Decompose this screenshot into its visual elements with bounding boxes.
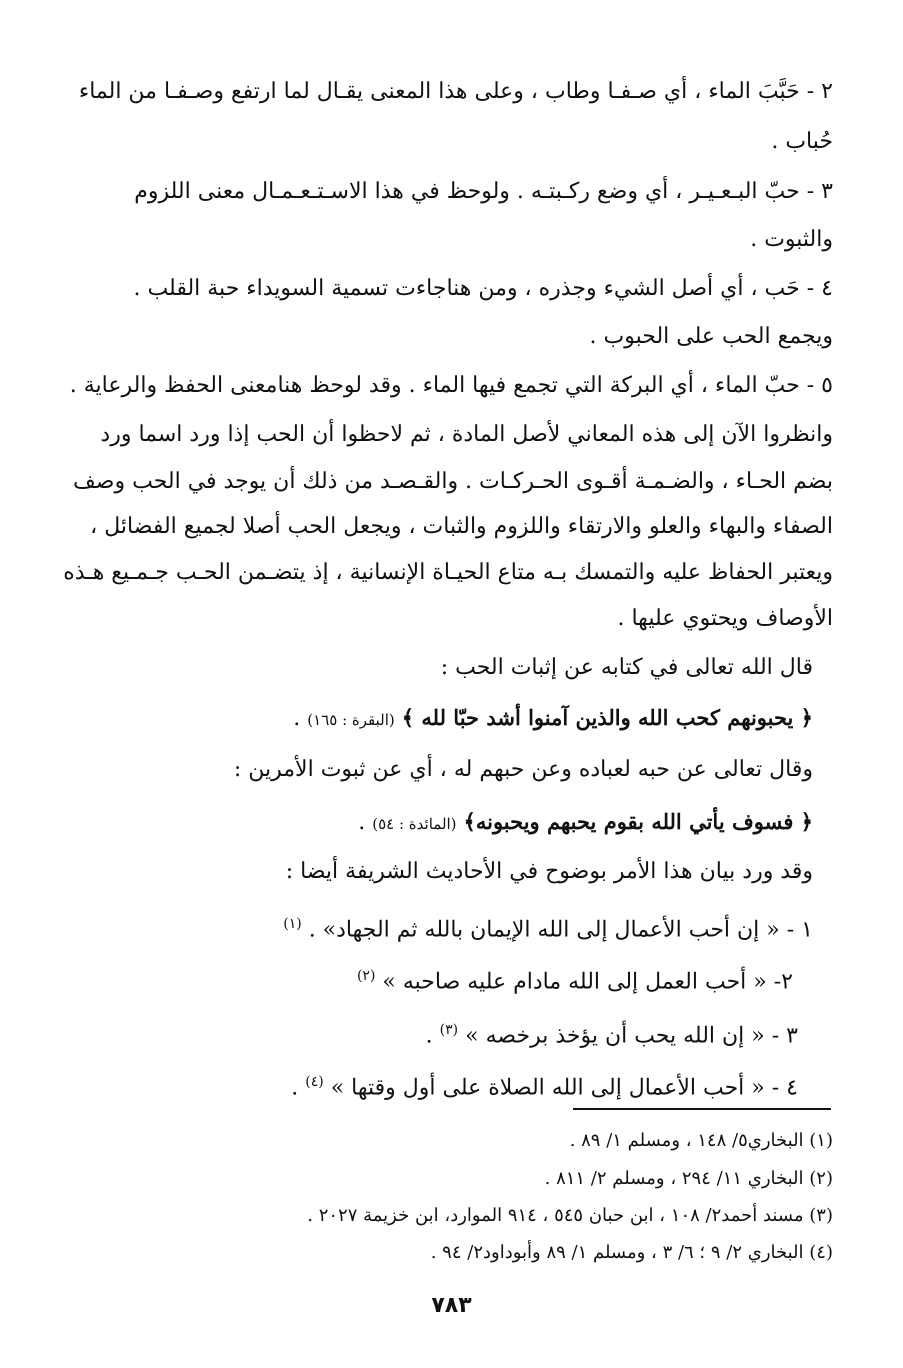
footnote-separator <box>573 1108 831 1110</box>
hadith-4-footnote-mark: (٤) <box>305 1074 324 1090</box>
verse-1-ref: (البقرة : ١٦٥) <box>307 711 395 729</box>
hadith-4-text: ٤ - « أحب الأعمال إلى الله الصلاة على أول وقتها » <box>330 1075 798 1101</box>
paragraph-line-3: الصفاء والبهاء والعلو والارتقاء واللزوم والثبات ، ويجعل الحب أصلا لجميع الفضائل ، <box>90 514 833 539</box>
item-4-line-1: ٤ - حَب ، أي أصل الشيء وجذره ، ومن هناجاءت تسمية السويداء حبة القلب . <box>133 276 833 301</box>
hadith-1-text: ١ - « إن أحب الأعمال إلى الله الإيمان بالله ثم الجهاد» . <box>308 917 813 943</box>
paragraph-line-5: الأوصاف ويحتوي عليها . <box>617 606 833 631</box>
item-5-line: ٥ - حبّ الماء ، أي البركة التي تجمع فيها الماء . وقد لوحظ هنامعنى الحفظ والرعاية . <box>69 373 833 398</box>
hadith-1 <box>63 908 813 946</box>
page-number: ٧٨٣ <box>431 1293 472 1318</box>
footnote-2: (٢) البخاري ١١/ ٢٩٤ ، ومسلم ٢/ ٨١١ . <box>544 1168 833 1189</box>
hadith-4 <box>63 1066 798 1104</box>
footnote-4: (٤) البخاري ٢/ ٩ ؛ ٦/ ٣ ، ومسلم ١/ ٨٩ وأبوداود٢/ ٩٤ . <box>430 1242 833 1263</box>
verse-2 <box>63 806 813 840</box>
intro-line-1: قال الله تعالى في كتابه عن إثبات الحب : <box>440 655 813 680</box>
intro-line-3: وقد ورد بيان هذا الأمر بوضوح في الأحاديث الشريفة أيضا : <box>285 859 813 884</box>
verse-2-end: . <box>358 810 373 835</box>
paragraph-line-2: بضم الحـاء ، والضـمـة أقـوى الحـركـات . والقـصـد من ذلك أن يوجد في الحب وصف <box>73 469 833 494</box>
hadith-2-footnote-mark: (٢) <box>356 968 376 984</box>
hadith-2-text: ٢- « أحب العمل إلى الله مادام عليه صاحبه » <box>382 969 793 995</box>
hadith-4-end: . <box>291 1075 306 1101</box>
verse-1 <box>63 702 813 736</box>
hadith-3-text: ٣ - « إن الله يحب أن يؤخذ برخصه » <box>465 1023 798 1049</box>
item-2-line-1: ٢ - حَبَّبَ الماء ، أي صـفـا وطاب ، وعلى هذا المعنى يقـال لما ارتفع وصـفـا من الماء <box>78 79 833 104</box>
paragraph-line-4: ويعتبر الحفاظ عليه والتمسك بـه متاع الحيـاة الإنسانية ، إذ يتضـمن الحـب جـمـيع هـذه <box>63 560 833 585</box>
hadith-3-footnote-mark: (٣) <box>439 1022 459 1038</box>
item-3-line-2: والثبوت . <box>750 227 833 252</box>
intro-line-2: وقال تعالى عن حبه لعباده وعن حبهم له ، أي عن ثبوت الأمرين : <box>233 757 813 782</box>
item-4-line-2: ويجمع الحب على الحبوب . <box>589 324 833 349</box>
item-2-line-2: حُباب . <box>771 129 833 154</box>
verse-2-ref: (المائدة : ٥٤) <box>372 815 457 833</box>
hadith-1-footnote-mark: (١) <box>283 916 302 932</box>
hadith-3 <box>63 1014 798 1052</box>
hadith-2 <box>63 960 793 998</box>
verse-2-text: ﴿ فسوف يأتي الله بقوم يحبهم ويحبونه﴾ <box>463 809 813 834</box>
hadith-3-end: . <box>425 1023 440 1049</box>
footnote-3: (٣) مسند أحمد٢/ ١٠٨ ، ابن حبان ٥٤٥ ، ٩١٤ الموارد، ابن خزيمة ٢٠٢٧ . <box>307 1205 833 1226</box>
verse-1-text: ﴿ يحبونهم كحب الله والذين آمنوا أشد حبّا لله ﴾ <box>401 705 813 730</box>
paragraph-line-1: وانظروا الآن إلى هذه المعاني لأصل المادة ، ثم لاحظوا أن الحب إذا ورد اسما ورد <box>100 422 833 447</box>
footnote-1: (١) البخاري٥/ ١٤٨ ، ومسلم ١/ ٨٩ . <box>569 1130 833 1151</box>
item-3-line-1: ٣ - حبّ البـعـيـر ، أي وضع ركـبتـه . ولوحظ في هذا الاسـتـعـمـال معنى اللزوم <box>134 179 833 204</box>
verse-1-end: . <box>293 706 308 731</box>
